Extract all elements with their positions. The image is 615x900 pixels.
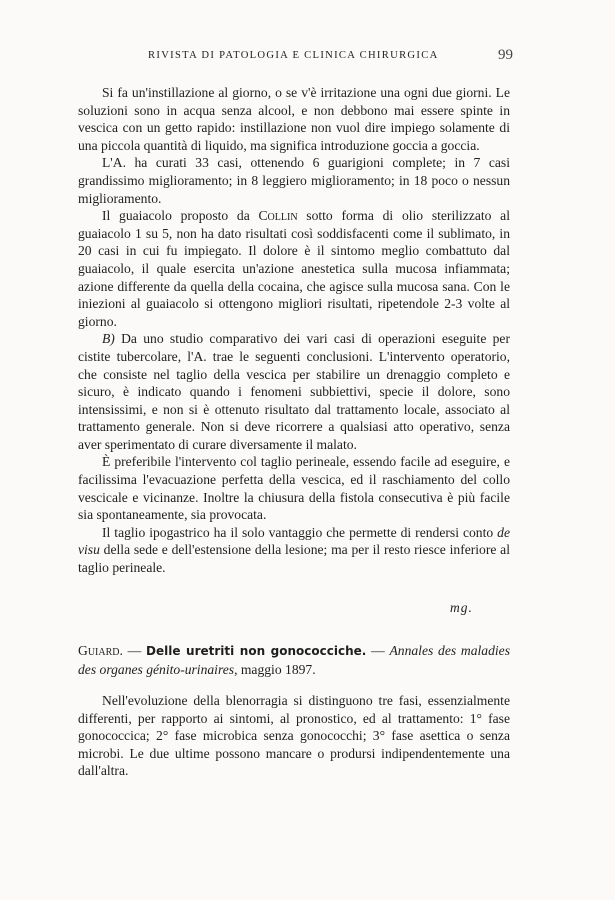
author-name-collin: Collin	[258, 208, 298, 224]
citation-title: Delle uretriti non gonococciche.	[146, 644, 367, 658]
paragraph-perineal: È preferibile l'intervento col taglio perineale, essendo facile ad eseguire, e facilissima l'evacuazione perfetta della vescica, ed il raschiamento del collo vescicale e vicinanze. Inoltre la chiusura della fistola consecutiva è più facile sia spontaneamente, sia provocata.	[78, 454, 510, 523]
paragraph-hypogastric	[78, 524, 510, 577]
citation-date: , maggio 1897.	[234, 661, 316, 677]
second-article-body	[78, 692, 510, 780]
citation-dash-2: —	[366, 643, 390, 658]
page-header	[88, 47, 513, 70]
article-citation	[78, 642, 510, 678]
paragraph-conclusions	[78, 330, 510, 453]
running-title: RIVISTA DI PATOLOGIA E CLINICA CHIRURGICA	[148, 50, 439, 61]
paragraph-guaiacol	[78, 207, 510, 330]
paragraph-conclusions-text: Da uno studio comparativo dei vari casi di operazioni eseguite per cistite tubercolare, l'A. trae le seguenti conclusioni. L'intervento operatorio, che consiste nel taglio della vescica per stabilire un drenaggio completo e sicuro, è indicato quando i fenomeni subbiettivi, specie il dolore, sono intensissimi, e non si è ottenuto risultato dal trattamento locale, associato al trattamento generale. Non si deve ricorrere a qualsiasi atto operativo, senza aver sperimentato di curare diversamente il malato.	[78, 331, 510, 452]
paragraph-guaiacol-pre: Il guaiacolo proposto da	[102, 208, 259, 224]
paragraph-blennorrhagia: Nell'evoluzione della blenorragia si distinguono tre fasi, essenzialmente differenti, per rapporto ai sintomi, al pronostico, ed al trattamento: 1° fase gonococcica; 2° fase microbica senza gonococchi; 3° fase asettica o senza microbi. Le due ultime possono mancare o prodursi indipendentemente una dall'altra.	[78, 693, 510, 779]
paragraph-hypogastric-pre: Il taglio ipogastrico ha il solo vantaggio che permette di rendersi conto	[102, 524, 498, 540]
page-number: 99	[498, 47, 513, 63]
paragraph-cases: L'A. ha curati 33 casi, ottenendo 6 guarigioni complete; in 7 casi grandissimo miglioramento; in 8 leggiero miglioramento; in 18 poco o nessun miglioramento.	[78, 155, 510, 206]
citation-journal: Annales des maladies des organes génito-urinaires	[78, 643, 510, 677]
article-body	[78, 84, 510, 577]
citation-dash-1: —	[122, 643, 147, 658]
reviewer-signature: mg.	[450, 600, 473, 615]
paragraph-guaiacol-post: sotto forma di olio sterilizzato al guaiacolo 1 su 5, non ha dato risultati così soddisfacenti come il sublimato, in 20 casi in cui fu impiegato. Il dolore è il sintomo meglio combattuto dal guaiacolo, il quale esercita un'azione anestetica sulla mucosa infiammata; azione differente da quella della cocaina, che agisce sulla mucosa sana. Con le iniezioni al guaiacolo si ottengono migliori risultati, ripetendole 2-3 volte al giorno.	[78, 208, 510, 329]
paragraph-instillation: Si fa un'instillazione al giorno, o se v'è irritazione una ogni due giorni. Le soluzioni sono in acqua senza alcool, e non debbono mai essere spinte in vescica con un getto rapido: instillazione non vuol dire impiego solamente di una piccola quantità di liquido, ma significa introduzione goccia a goccia.	[78, 85, 510, 153]
section-label-b: B)	[102, 331, 115, 347]
paragraph-hypogastric-post: della sede e dell'estensione della lesione; ma per il resto riesce inferiore al taglio perineale.	[78, 542, 510, 576]
citation-author: Guiard.	[78, 643, 123, 658]
latin-phrase: de visu	[78, 524, 510, 558]
